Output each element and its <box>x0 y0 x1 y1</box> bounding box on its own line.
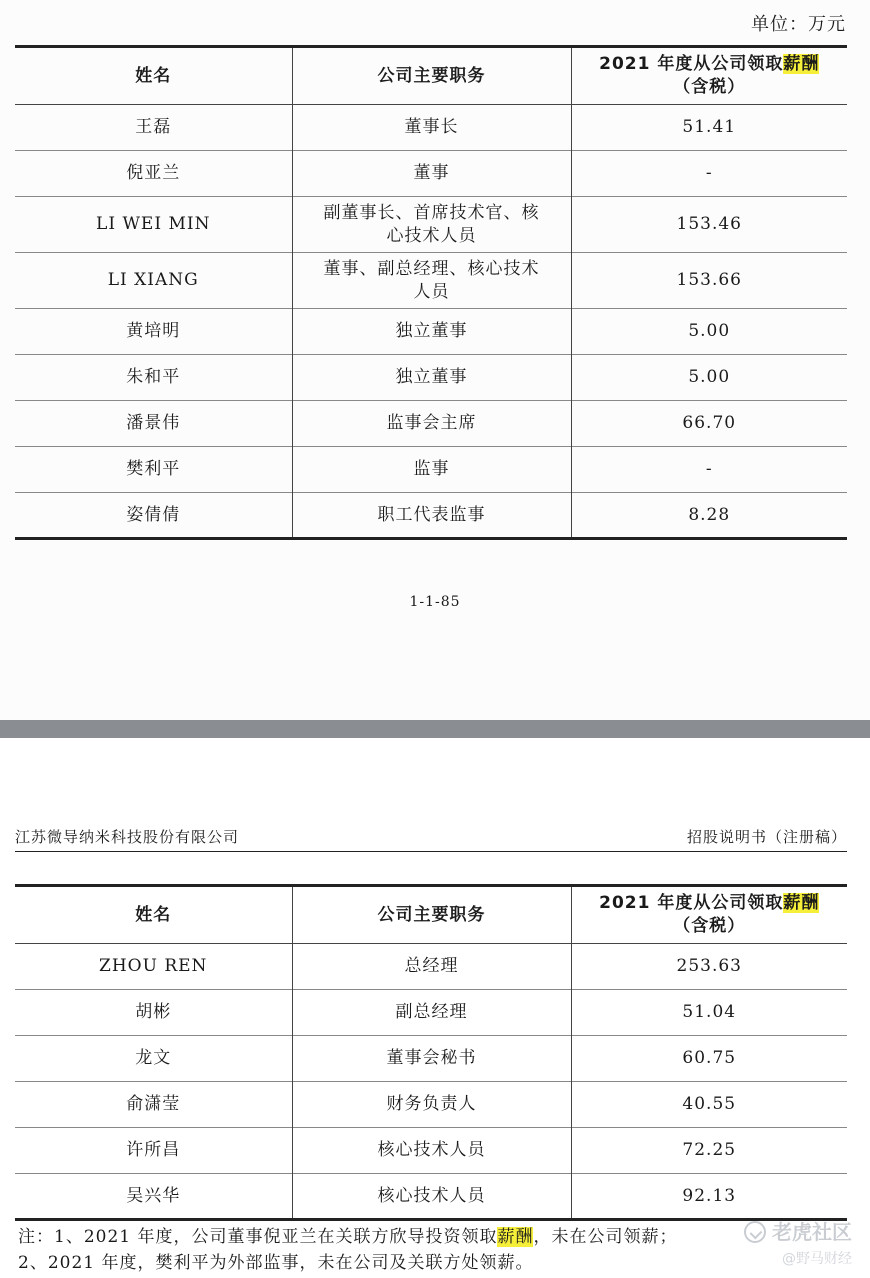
salary-table-bottom <box>15 884 847 1221</box>
footnote-1 <box>18 1224 858 1250</box>
cell-salary: 92.13 <box>571 1174 847 1220</box>
cell-position: 副董事长、首席技术官、核心技术人员 <box>292 197 571 253</box>
cell-salary: 66.70 <box>571 401 847 447</box>
cell-name: 俞潇莹 <box>15 1082 292 1128</box>
cell-position: 核心技术人员 <box>292 1174 571 1220</box>
header-salary <box>571 47 847 105</box>
cell-salary: 51.04 <box>571 990 847 1036</box>
table-row <box>15 309 847 355</box>
cell-position: 董事 <box>292 151 571 197</box>
cell-position: 副总经理 <box>292 990 571 1036</box>
table-row <box>15 944 847 990</box>
company-name: 江苏微导纳米科技股份有限公司 <box>15 828 240 846</box>
watermark-source: @野马财经 <box>782 1251 852 1267</box>
cell-salary: 253.63 <box>571 944 847 990</box>
cell-name: 潘景伟 <box>15 401 292 447</box>
footnote-1-suffix: ，未在公司领薪； <box>533 1227 678 1247</box>
table-row <box>15 197 847 253</box>
table-header-row <box>15 47 847 105</box>
header-name: 姓名 <box>15 47 292 105</box>
cell-salary: 51.41 <box>571 105 847 151</box>
footnote-1-prefix: 注：1、2021 年度，公司董事倪亚兰在关联方欣导投资领取 <box>18 1227 498 1247</box>
table-row <box>15 253 847 309</box>
cell-salary: 72.25 <box>571 1128 847 1174</box>
cell-position: 独立董事 <box>292 355 571 401</box>
cell-position: 监事 <box>292 447 571 493</box>
cell-salary: 60.75 <box>571 1036 847 1082</box>
header-salary-highlight: 薪酬 <box>783 893 820 913</box>
running-header <box>15 826 847 852</box>
table-row <box>15 105 847 151</box>
header-salary-prefix: 2021 年度从公司领取 <box>599 893 784 913</box>
cell-position: 董事、副总经理、核心技术人员 <box>292 253 571 309</box>
page-divider <box>0 720 870 738</box>
cell-salary: 40.55 <box>571 1082 847 1128</box>
cell-position: 核心技术人员 <box>292 1128 571 1174</box>
cell-name: ZHOU REN <box>15 944 292 990</box>
cell-name: 樊利平 <box>15 447 292 493</box>
cell-position: 独立董事 <box>292 309 571 355</box>
salary-table-top <box>15 45 847 540</box>
cell-name: 胡彬 <box>15 990 292 1036</box>
cell-name: 吴兴华 <box>15 1174 292 1220</box>
header-salary <box>571 886 847 944</box>
footnote-1-highlight: 薪酬 <box>497 1227 534 1247</box>
table-row <box>15 1082 847 1128</box>
cell-salary: - <box>571 447 847 493</box>
cell-position: 监事会主席 <box>292 401 571 447</box>
cell-name: 龙文 <box>15 1036 292 1082</box>
table-row <box>15 990 847 1036</box>
table-row <box>15 1128 847 1174</box>
cell-position: 董事长 <box>292 105 571 151</box>
table-row <box>15 1174 847 1220</box>
cell-name: 朱和平 <box>15 355 292 401</box>
cell-name: 倪亚兰 <box>15 151 292 197</box>
table-body-bottom <box>15 944 847 1220</box>
page-number: 1-1-85 <box>409 594 461 610</box>
cell-position: 总经理 <box>292 944 571 990</box>
watermark-text: 老虎社区 <box>772 1220 852 1244</box>
cell-salary: 5.00 <box>571 355 847 401</box>
table-header-row <box>15 886 847 944</box>
table-row <box>15 447 847 493</box>
header-position: 公司主要职务 <box>292 886 571 944</box>
header-position: 公司主要职务 <box>292 47 571 105</box>
table-row <box>15 493 847 539</box>
cell-position: 董事会秘书 <box>292 1036 571 1082</box>
document-type: 招股说明书（注册稿） <box>686 828 847 846</box>
cell-name: 许所昌 <box>15 1128 292 1174</box>
cell-salary: 153.46 <box>571 197 847 253</box>
cell-salary: 5.00 <box>571 309 847 355</box>
header-salary-highlight: 薪酬 <box>783 54 820 74</box>
watermark-logo-icon <box>744 1221 766 1243</box>
footnote-2: 2、2021 年度，樊利平为外部监事，未在公司及关联方处领薪。 <box>18 1253 534 1273</box>
cell-name: LI XIANG <box>15 253 292 309</box>
cell-name: 王磊 <box>15 105 292 151</box>
header-salary-suffix: （含税） <box>673 916 746 936</box>
cell-name: 姿倩倩 <box>15 493 292 539</box>
cell-name: LI WEI MIN <box>15 197 292 253</box>
header-salary-prefix: 2021 年度从公司领取 <box>599 54 784 74</box>
cell-salary: 153.66 <box>571 253 847 309</box>
header-salary-suffix: （含税） <box>673 77 746 97</box>
table-body-top <box>15 105 847 539</box>
unit-label: 单位：万元 <box>751 14 846 35</box>
cell-position: 职工代表监事 <box>292 493 571 539</box>
header-name: 姓名 <box>15 886 292 944</box>
table-row <box>15 401 847 447</box>
cell-position: 财务负责人 <box>292 1082 571 1128</box>
cell-salary: - <box>571 151 847 197</box>
table-row <box>15 151 847 197</box>
footnotes <box>18 1224 858 1276</box>
watermark <box>744 1216 852 1245</box>
cell-name: 黄培明 <box>15 309 292 355</box>
table-row <box>15 355 847 401</box>
table-row <box>15 1036 847 1082</box>
cell-salary: 8.28 <box>571 493 847 539</box>
